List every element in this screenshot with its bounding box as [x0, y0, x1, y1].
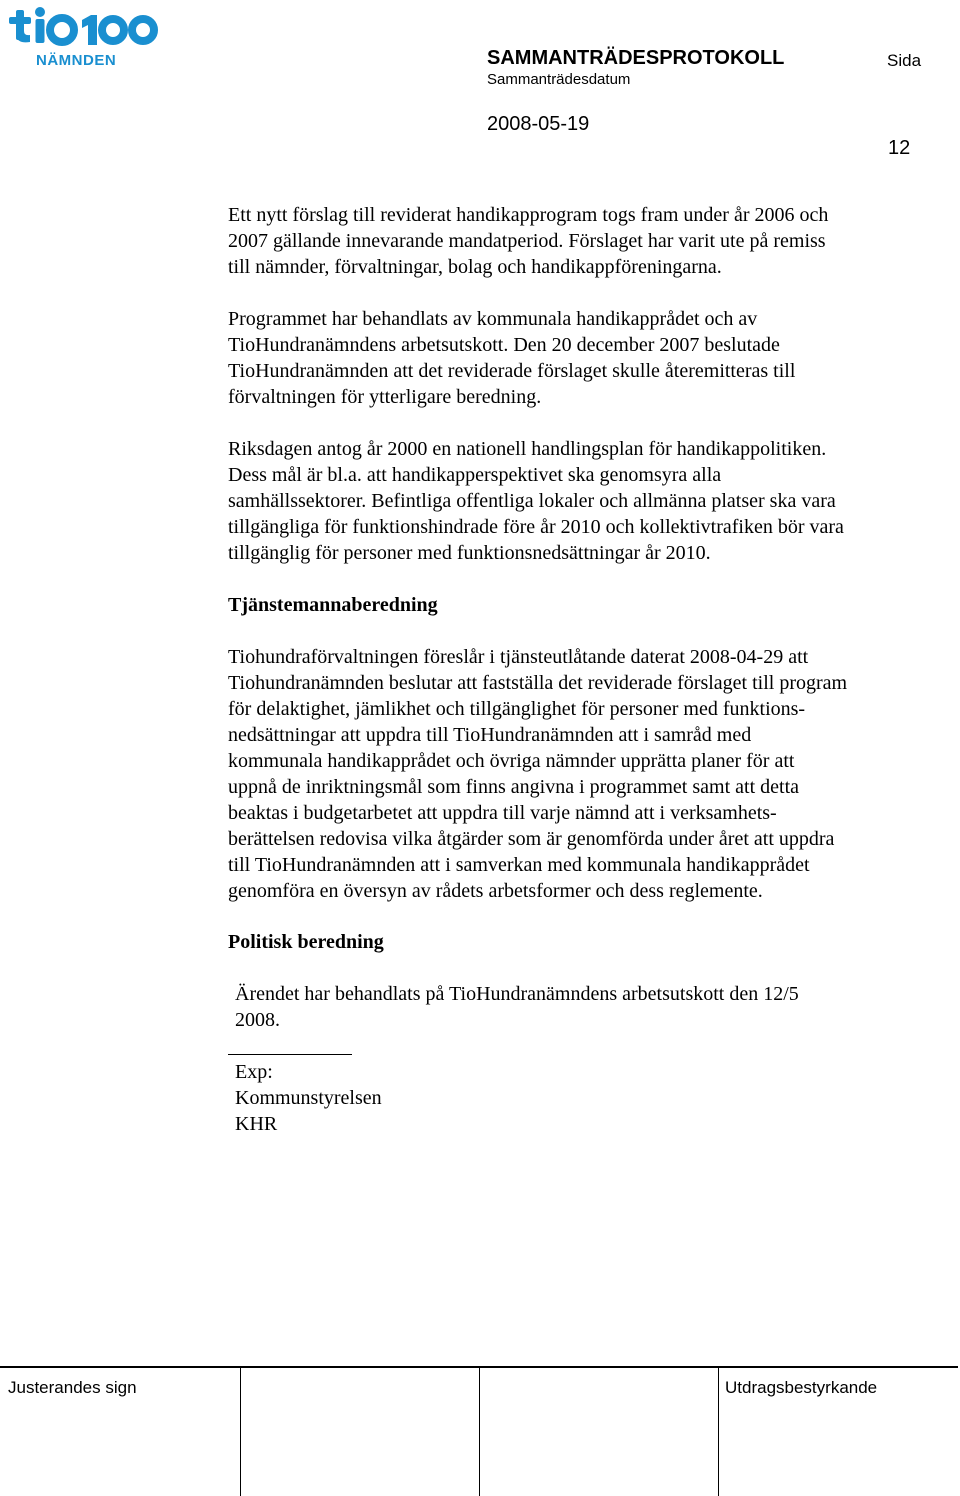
logo-subtitle: NÄMNDEN — [36, 52, 117, 69]
paragraph-5 — [235, 981, 940, 1033]
meeting-date: 2008-05-19 — [487, 113, 590, 135]
text-line: Riksdagen antog år 2000 en nationell handlingsplan för handikappolitiken. — [228, 438, 827, 460]
text-line: för delaktighet, jämlikhet och tillgänglighet för personer med funktions- — [228, 698, 806, 720]
text-line: Dess mål är bl.a. att handikapperspektivet ska genomsyra alla — [228, 464, 722, 486]
text-line: TioHundranämnden att det reviderade förslaget skulle återemitteras till — [228, 360, 796, 382]
paragraph-2 — [228, 306, 933, 410]
page-number: 12 — [888, 137, 911, 159]
text-line: berättelsen redovisa vilka åtgärder som är genomförda under året att uppdra — [228, 828, 835, 850]
date-label: Sammanträdesdatum — [487, 71, 631, 88]
section-heading-tjanstemannaberedning: Tjänstemannaberedning — [228, 594, 438, 616]
utdragsbestyrkande-label: Utdragsbestyrkande — [725, 1378, 878, 1397]
text-line: 2007 gällande innevarande mandatperiod. Förslaget har varit ute på remiss — [228, 230, 826, 252]
paragraph-4 — [228, 644, 933, 904]
text-line: Tiohundraförvaltningen föreslår i tjänsteutlåtande daterat 2008-04-29 att — [228, 646, 809, 668]
text-line: TioHundranämndens arbetsutskott. Den 20 december 2007 beslutade — [228, 334, 780, 356]
text-line: Exp: — [235, 1061, 273, 1083]
text-line: samhällssektorer. Befintliga offentliga lokaler och allmänna platser ska vara — [228, 490, 836, 512]
footer-divider — [479, 1368, 480, 1496]
footer-divider — [240, 1368, 241, 1496]
signature-rule — [228, 1054, 352, 1055]
paragraph-1 — [228, 202, 933, 280]
text-line: Programmet har behandlats av kommunala handikapprådet och av — [228, 308, 758, 330]
text-line: nedsättningar att uppdra till TioHundranämnden att i samråd med — [228, 724, 752, 746]
text-line: tillgänglig för personer med funktionsnedsättningar år 2010. — [228, 542, 711, 564]
section-heading-politisk-beredning: Politisk beredning — [228, 931, 384, 953]
text-line: Ärendet har behandlats på TioHundranämndens arbetsutskott den 12/5 — [235, 983, 799, 1005]
text-line: till nämnder, förvaltningar, bolag och handikappföreningarna. — [228, 256, 722, 278]
text-line: Tiohundranämnden beslutar att fastställa det reviderade förslaget till program — [228, 672, 848, 694]
text-line: beaktas i budgetarbetet att uppdra till varje nämnd att i verksamhets- — [228, 802, 777, 824]
text-line: tillgängliga för funktionshindrade före år 2010 och kollektivtrafiken bör vara — [228, 516, 844, 538]
document-title: SAMMANTRÄDESPROTOKOLL — [487, 47, 785, 69]
text-line: genomföra en översyn av rådets arbetsformer och dess reglemente. — [228, 880, 763, 902]
text-line: Kommunstyrelsen — [235, 1087, 382, 1109]
footer-divider — [718, 1368, 719, 1496]
page-label: Sida — [887, 51, 922, 70]
text-line: förvaltningen för ytterligare beredning. — [228, 386, 542, 408]
justerandes-sign-label: Justerandes sign — [8, 1378, 137, 1397]
tio100-namnden-logo — [6, 2, 166, 72]
text-line: kommunala handikapprådet och övriga nämnder upprätta planer för att — [228, 750, 795, 772]
text-line: till TioHundranämnden att i samverkan med kommunala handikapprådet — [228, 854, 810, 876]
text-line: KHR — [235, 1113, 278, 1135]
text-line: 2008. — [235, 1009, 280, 1031]
expedition-list — [235, 1059, 940, 1137]
paragraph-3 — [228, 436, 933, 566]
signature-footer — [0, 1366, 958, 1496]
text-line: uppnå de inriktningsmål som finns angivna i programmet samt att detta — [228, 776, 799, 798]
text-line: Ett nytt förslag till reviderat handikapprogram togs fram under år 2006 och — [228, 204, 829, 226]
